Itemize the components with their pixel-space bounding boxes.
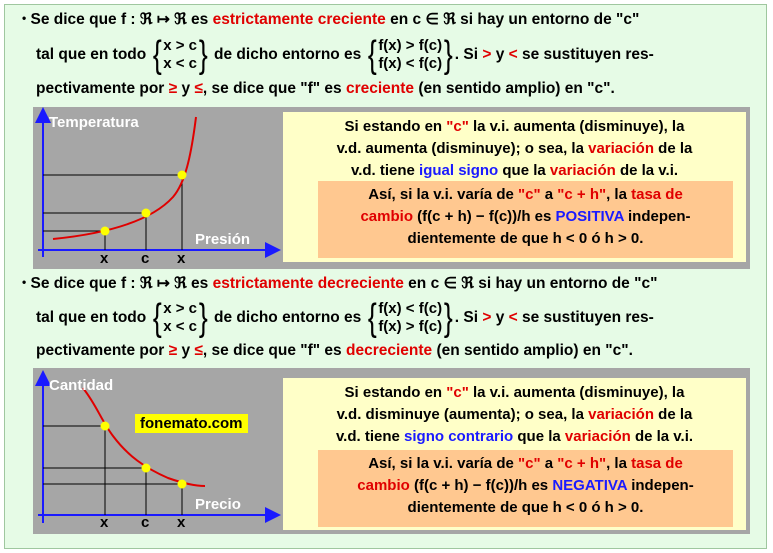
condition-brace: { x > c x < c}	[152, 297, 208, 339]
tick-label: x	[100, 514, 109, 531]
bottom-panel	[33, 368, 750, 534]
term-strictly-decreasing: estrictamente decreciente	[212, 275, 404, 292]
curve-point	[142, 209, 151, 218]
top-line-2: tal que en todo { x > c x < c} de dicho entorno es { f(x) > f(c) f(x) < f(c)} . Si > y < se sustituyen res-	[36, 34, 654, 76]
bottom-line-1: • Se dice que f : ℜ ↦ ℜ es estrictamente decreciente en c ∈ ℜ si hay un entorno de "c"	[22, 275, 658, 292]
explanation-box: Si estando en "c" la v.i. aumenta (disminuye), la v.d. aumenta (disminuye); o sea, la variación de la v.d. tiene igual signo que la variación de la v.i.	[283, 112, 746, 262]
top-panel	[33, 107, 750, 269]
increasing-curve	[53, 117, 196, 239]
y-axis-label: Temperatura	[49, 114, 139, 131]
x-axis-label: Precio	[195, 496, 241, 513]
bullet-icon: •	[22, 275, 27, 289]
x-axis-label: Presión	[195, 231, 251, 248]
bottom-line-2: tal que en todo { x > c x < c} de dicho entorno es { f(x) < f(c) f(x) > f(c)} . Si > y < se sustituyen res-	[36, 297, 654, 339]
explanation-box: Si estando en "c" la v.i. aumenta (disminuye), la v.d. disminuye (aumenta); o sea, la variación de la v.d. tiene signo contrario que la variación de la v.i.	[283, 378, 746, 530]
bottom-line-3: pectivamente por ≥ y ≤, se dice que "f" es decreciente (en sentido amplio) en "c".	[36, 342, 633, 359]
top-line-1: • Se dice que f : ℜ ↦ ℜ es estrictamente creciente en c ∈ ℜ si hay un entorno de "c"	[22, 11, 640, 28]
tick-label: c	[141, 514, 150, 531]
top-line-3: pectivamente por ≥ y ≤, se dice que "f" es creciente (en sentido amplio) en "c".	[36, 80, 615, 97]
condition-brace: { x > c x < c}	[152, 34, 208, 76]
tick-label: x	[177, 514, 186, 531]
tick-label: x	[100, 250, 109, 267]
term-strictly-increasing: estrictamente creciente	[212, 11, 386, 28]
tick-label: c	[141, 250, 150, 267]
bullet-icon: •	[22, 11, 27, 25]
sign-negative: NEGATIVA	[552, 477, 628, 494]
tick-label: x	[177, 250, 186, 267]
sign-positive: POSITIVA	[555, 208, 624, 225]
curve-point	[142, 464, 151, 473]
curve-point	[101, 422, 110, 431]
term-increasing: creciente	[345, 80, 415, 97]
result-brace: { f(x) < f(c) f(x) > f(c)}	[367, 297, 453, 339]
result-brace: { f(x) > f(c) f(x) < f(c)}	[367, 34, 453, 76]
increasing-graph	[33, 107, 293, 269]
rate-of-change-box: Así, si la v.i. varía de "c" a "c + h", la tasa de cambio (f(c + h) − f(c))/h es NEGATIVA indepen- dientemente de que h < 0 ó h > 0.	[318, 450, 733, 527]
curve-point	[178, 171, 187, 180]
term-decreasing: decreciente	[345, 342, 433, 359]
rate-of-change-box: Así, si la v.i. varía de "c" a "c + h", la tasa de cambio (f(c + h) − f(c))/h es POSITIVA indepen- dientemente de que h < 0 ó h > 0.	[318, 181, 733, 258]
y-axis-label: Cantidad	[49, 377, 114, 394]
brand-watermark: fonemato.com	[135, 414, 248, 433]
curve-point	[178, 480, 187, 489]
curve-point	[101, 227, 110, 236]
